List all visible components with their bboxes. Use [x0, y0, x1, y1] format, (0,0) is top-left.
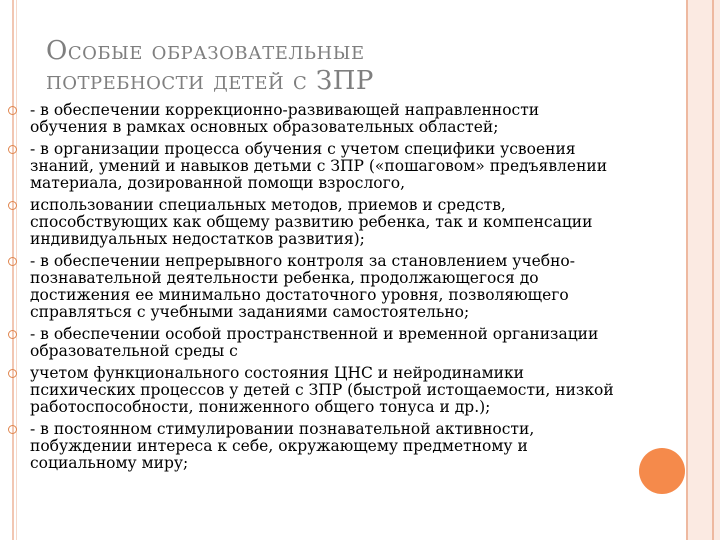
bullet-circle-icon	[8, 330, 17, 339]
title-line-2: потребности детей с ЗПР	[46, 66, 374, 96]
bullet-line: использовании специальных методов, приемов и средств,	[30, 196, 506, 214]
bullet-line: побуждении интереса к себе, окружающему предметному и	[30, 437, 528, 455]
bullet-circle-icon	[8, 201, 17, 210]
bullet-circle-icon	[8, 106, 17, 115]
bullet-circle-icon	[8, 145, 17, 154]
bullet-line: знаний, умений и навыков детьми с ЗПР («пошаговом» предъявлении	[30, 157, 608, 175]
bullet-line: справляться с учебными заданиями самостоятельно;	[30, 303, 470, 321]
bullet-line: достижения ее минимально достаточного уровня, позволяющего	[30, 286, 569, 304]
bullet-line: - в обеспечении особой пространственной и временной организации	[30, 325, 599, 343]
right-border-line-outer	[712, 0, 714, 540]
bullet-circle-icon	[8, 425, 17, 434]
bullet-circle-icon	[8, 257, 17, 266]
bullet-list	[30, 102, 702, 477]
bullet-line: индивидуальных недостатков развития);	[30, 230, 365, 248]
bullet-line: - в обеспечении коррекционно-развивающей направленности	[30, 101, 540, 119]
bullet-line: социальному миру;	[30, 454, 189, 472]
title-line-1: Особые образовательные	[46, 36, 365, 66]
bullet-item	[30, 421, 702, 472]
bullet-item	[30, 326, 702, 360]
bullet-line: работоспособности, пониженного общего тонуса и др.);	[30, 398, 491, 416]
bullet-item	[30, 253, 702, 321]
left-border-line	[12, 0, 14, 540]
bullet-item	[30, 102, 702, 136]
bullet-line: - в постоянном стимулировании познавательной активности,	[30, 420, 535, 438]
bullet-item	[30, 365, 702, 416]
bullet-circle-icon	[8, 369, 17, 378]
slide-title	[46, 36, 606, 96]
bullet-line: обучения в рамках основных образовательных областей;	[30, 118, 499, 136]
bullet-line: - в обеспечении непрерывного контроля за становлением учебно-	[30, 252, 575, 270]
bullet-line: - в организации процесса обучения с учетом специфики усвоения	[30, 140, 576, 158]
left-border-line-inner	[16, 0, 17, 540]
bullet-item	[30, 197, 702, 248]
bullet-line: материала, дозированной помощи взрослого,	[30, 174, 406, 192]
bullet-line: психических процессов у детей с ЗПР (быстрой истощаемости, низкой	[30, 381, 614, 399]
bullet-line: способствующих как общему развитию ребенка, так и компенсации	[30, 213, 593, 231]
bullet-line: учетом функционального состояния ЦНС и нейродинамики	[30, 364, 524, 382]
bullet-line: познавательной деятельности ребенка, продолжающегося до	[30, 269, 539, 287]
bullet-item	[30, 141, 702, 192]
bullet-line: образовательной среды с	[30, 342, 238, 360]
